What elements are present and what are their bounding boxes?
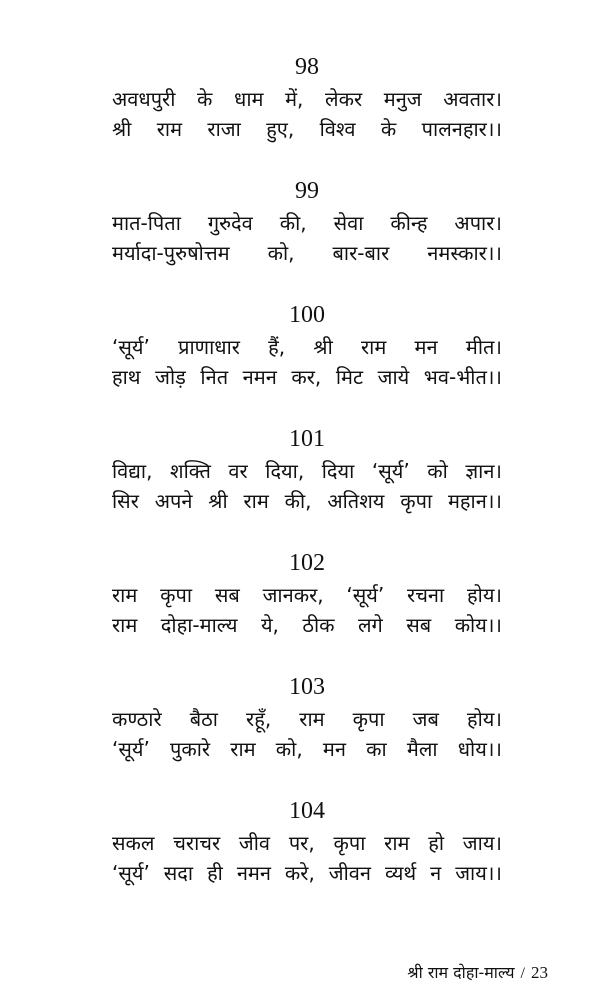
verse-number: 104	[289, 798, 325, 824]
footer-separator: /	[520, 965, 525, 982]
verse-100	[112, 300, 502, 424]
verse-line-1: कण्ठारे बैठा रहूँ, राम कृपा जब होय।	[112, 707, 502, 731]
verse-104	[112, 796, 502, 920]
verse-101	[112, 424, 502, 548]
verse-line-1: विद्या, शक्ति वर दिया, दिया ‘सूर्य’ को ज्ञान।	[112, 459, 502, 483]
page-number: 23	[531, 963, 548, 982]
verse-number: 101	[289, 426, 325, 452]
verse-number: 100	[289, 302, 325, 328]
verse-line-1: अवधपुरी के धाम में, लेकर मनुज अवतार।	[112, 87, 502, 111]
verse-number: 102	[289, 550, 325, 576]
verse-99	[112, 176, 502, 300]
verse-line-1: ‘सूर्य’ प्राणाधार हैं, श्री राम मन मीत।	[112, 335, 502, 359]
verse-line-1: मात-पिता गुरुदेव की, सेवा कीन्ह अपार।	[112, 211, 502, 235]
page-footer	[407, 962, 548, 985]
verse-list	[112, 52, 502, 920]
verse-line-1: सकल चराचर जीव पर, कृपा राम हो जाय।	[112, 831, 502, 855]
verse-number: 98	[295, 54, 319, 80]
verse-line-2: राम दोहा-माल्य ये, ठीक लगे सब कोय।।	[112, 613, 502, 637]
verse-line-2: ‘सूर्य’ सदा ही नमन करे, जीवन व्यर्थ न जाय।।	[112, 861, 502, 885]
verse-line-2: हाथ जोड़ नित नमन कर, मिट जाये भव-भीत।।	[112, 365, 502, 389]
verse-102	[112, 548, 502, 672]
verse-line-2: सिर अपने श्री राम की, अतिशय कृपा महान।।	[112, 489, 502, 513]
verse-line-2: ‘सूर्य’ पुकारे राम को, मन का मैला धोय।।	[112, 737, 502, 761]
verse-98	[112, 52, 502, 176]
verse-line-2: श्री राम राजा हुए, विश्व के पालनहार।।	[112, 117, 502, 141]
verse-line-1: राम कृपा सब जानकर, ‘सूर्य’ रचना होय।	[112, 583, 502, 607]
verse-number: 99	[295, 178, 319, 204]
verse-number: 103	[289, 674, 325, 700]
footer-book-title: श्री राम दोहा-माल्य	[407, 963, 515, 982]
verse-103	[112, 672, 502, 796]
verse-line-2: मर्यादा-पुरुषोत्तम को, बार-बार नमस्कार।।	[112, 241, 502, 265]
